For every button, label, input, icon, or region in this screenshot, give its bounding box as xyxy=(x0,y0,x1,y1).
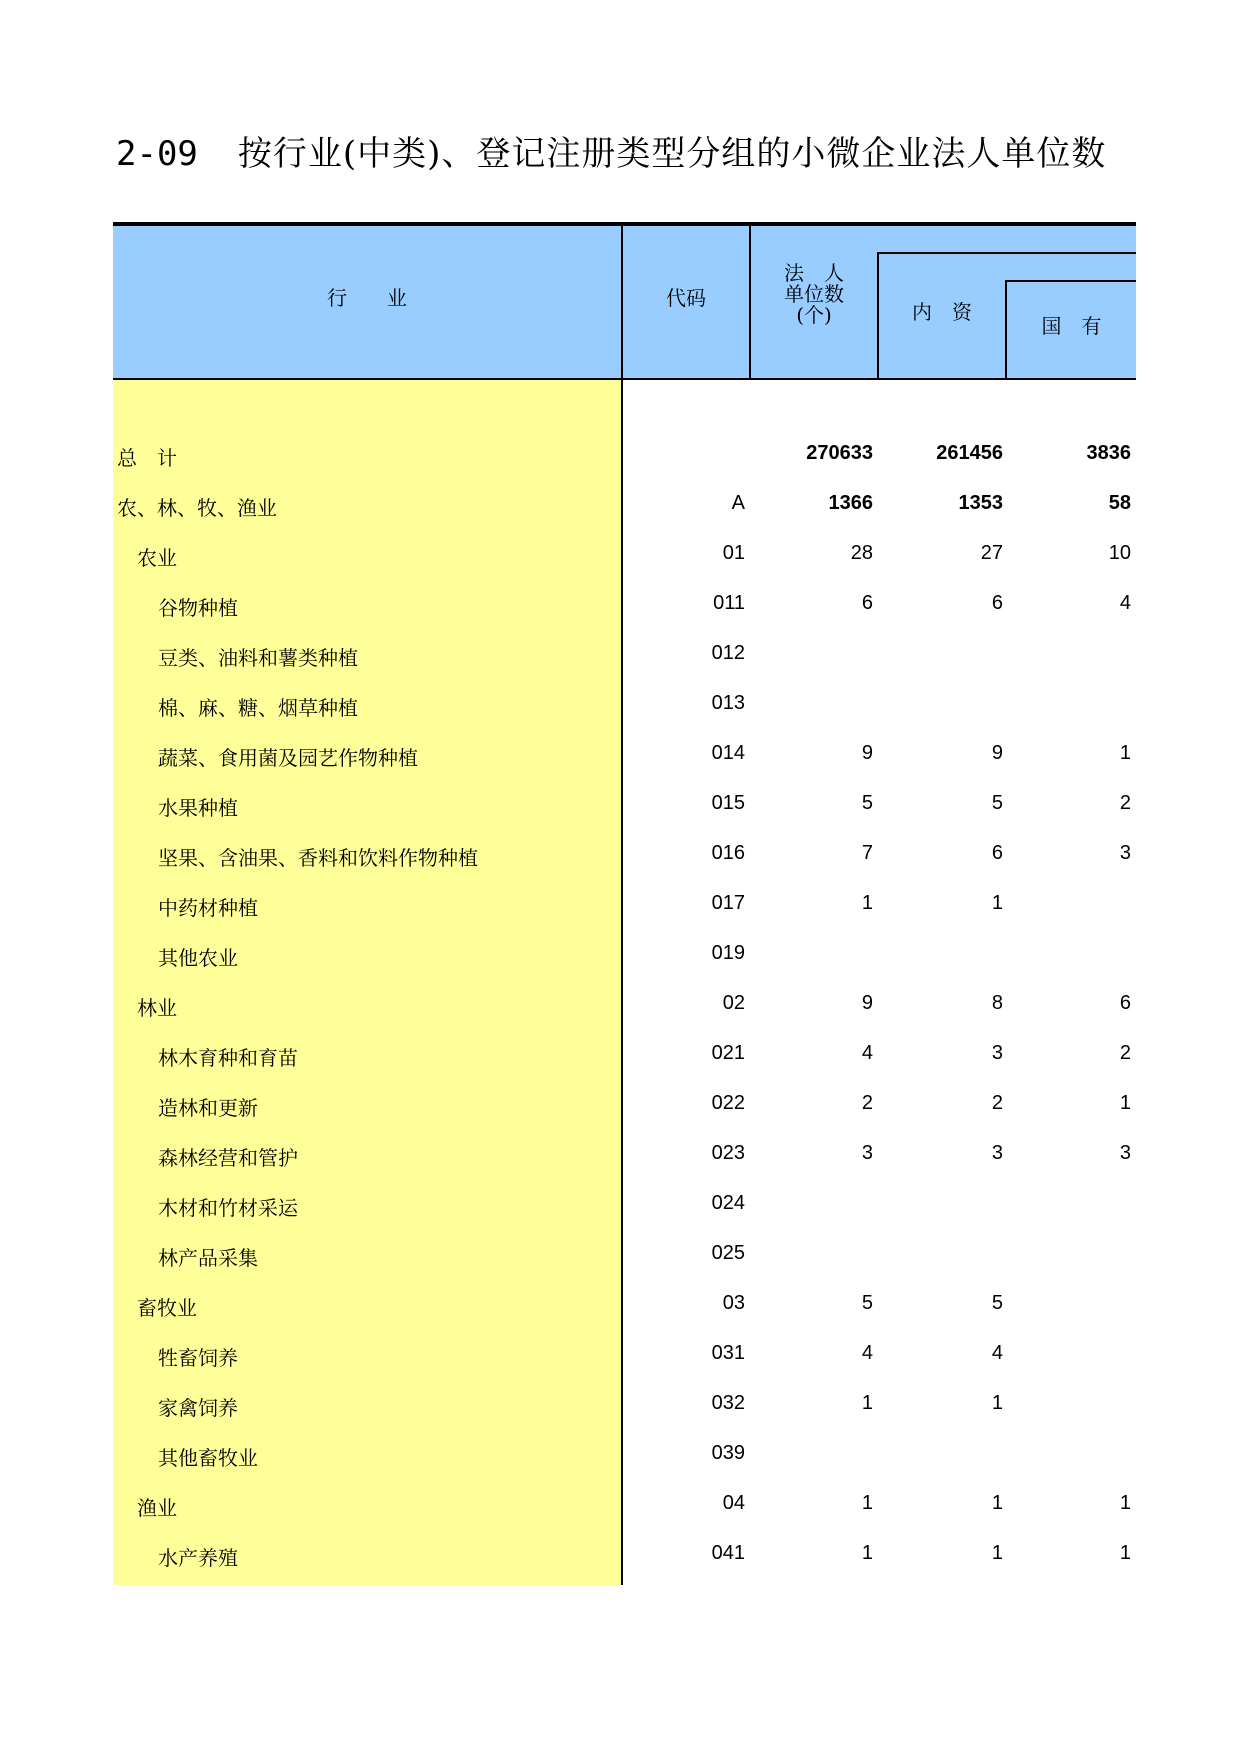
table-row xyxy=(113,530,1136,580)
row-code: 016 xyxy=(711,842,745,864)
row-state-owned: 1 xyxy=(1119,1492,1131,1514)
row-domestic: 1 xyxy=(991,1492,1003,1514)
header-divider xyxy=(749,226,751,378)
row-industry: 林产品采集 xyxy=(158,1246,258,1270)
row-industry: 水产养殖 xyxy=(158,1546,238,1570)
table-row xyxy=(113,1080,1136,1130)
row-industry: 蔬菜、食用菌及园艺作物种植 xyxy=(158,746,418,770)
row-code: 025 xyxy=(711,1242,745,1264)
row-state-owned: 3 xyxy=(1119,842,1131,864)
table-row xyxy=(113,1330,1136,1380)
row-state-owned: 10 xyxy=(1108,542,1131,564)
row-code: A xyxy=(731,492,745,514)
row-industry: 家禽饲养 xyxy=(158,1396,238,1420)
row-state-owned: 1 xyxy=(1119,1542,1131,1564)
row-domestic: 1353 xyxy=(958,492,1003,514)
row-code: 04 xyxy=(722,1492,745,1514)
row-code: 032 xyxy=(711,1392,745,1414)
table-row xyxy=(113,880,1136,930)
row-code: 022 xyxy=(711,1092,745,1114)
row-industry: 牲畜饲养 xyxy=(158,1346,238,1370)
table-header xyxy=(113,226,1136,380)
row-industry: 林木育种和育苗 xyxy=(158,1046,298,1070)
header-group-line xyxy=(1005,280,1136,282)
row-legal-units: 7 xyxy=(861,842,873,864)
table-title-text: 按行业(中类)、登记注册类型分组的小微企业法人单位数 xyxy=(237,134,1107,174)
row-industry: 森林经营和管护 xyxy=(158,1146,298,1170)
row-state-owned: 1 xyxy=(1119,1092,1131,1114)
row-domestic: 3 xyxy=(991,1042,1003,1064)
table-row xyxy=(113,630,1136,680)
table-row xyxy=(113,480,1136,530)
header-state-owned: 国 有 xyxy=(1041,314,1102,338)
row-industry: 造林和更新 xyxy=(158,1096,258,1120)
table-row xyxy=(113,430,1136,480)
row-domestic: 1 xyxy=(991,1542,1003,1564)
table-row xyxy=(113,1280,1136,1330)
row-legal-units: 9 xyxy=(861,992,873,1014)
header-code: 代码 xyxy=(666,286,706,310)
row-domestic: 27 xyxy=(980,542,1003,564)
row-state-owned: 2 xyxy=(1119,1042,1131,1064)
table-row xyxy=(113,780,1136,830)
header-divider xyxy=(621,226,623,378)
row-legal-units: 1 xyxy=(861,1542,873,1564)
table-row xyxy=(113,730,1136,780)
row-industry: 中药材种植 xyxy=(158,896,258,920)
row-code: 015 xyxy=(711,792,745,814)
row-state-owned: 6 xyxy=(1119,992,1131,1014)
row-industry: 谷物种植 xyxy=(158,596,238,620)
row-code: 017 xyxy=(711,892,745,914)
row-code: 019 xyxy=(711,942,745,964)
header-industry: 行 业 xyxy=(327,286,407,310)
table-row xyxy=(113,830,1136,880)
header-group-line xyxy=(877,252,1136,254)
row-legal-units: 5 xyxy=(861,792,873,814)
row-legal-units: 5 xyxy=(861,1292,873,1314)
table-row xyxy=(113,1530,1136,1580)
table-row xyxy=(113,1430,1136,1480)
statistics-table xyxy=(113,222,1136,1585)
row-industry: 总 计 xyxy=(117,446,177,470)
row-industry: 木材和竹材采运 xyxy=(158,1196,298,1220)
row-industry: 其他农业 xyxy=(158,946,238,970)
row-legal-units: 3 xyxy=(861,1142,873,1164)
row-domestic: 9 xyxy=(991,742,1003,764)
row-code: 031 xyxy=(711,1342,745,1364)
row-code: 01 xyxy=(722,542,745,564)
table-row xyxy=(113,1180,1136,1230)
row-code: 03 xyxy=(722,1292,745,1314)
row-code: 039 xyxy=(711,1442,745,1464)
table-row xyxy=(113,980,1136,1030)
row-legal-units: 28 xyxy=(850,542,873,564)
row-industry: 坚果、含油果、香料和饮料作物种植 xyxy=(158,846,478,870)
table-number: 2-09 xyxy=(116,134,198,174)
row-code: 014 xyxy=(711,742,745,764)
table-row xyxy=(113,680,1136,730)
row-legal-units: 6 xyxy=(861,592,873,614)
row-legal-units: 1 xyxy=(861,892,873,914)
row-state-owned: 2 xyxy=(1119,792,1131,814)
row-domestic: 6 xyxy=(991,842,1003,864)
row-domestic: 1 xyxy=(991,892,1003,914)
table-row xyxy=(113,1380,1136,1430)
table-row xyxy=(113,580,1136,630)
table-row xyxy=(113,1130,1136,1180)
row-domestic: 6 xyxy=(991,592,1003,614)
row-legal-units: 1366 xyxy=(828,492,873,514)
row-domestic: 1 xyxy=(991,1392,1003,1414)
header-legal-units: 法 人 单位数 (个) xyxy=(784,261,844,327)
row-industry: 农业 xyxy=(137,546,177,570)
table-title xyxy=(116,126,1106,175)
header-divider xyxy=(1005,280,1007,378)
row-state-owned: 3836 xyxy=(1086,442,1131,464)
row-domestic: 2 xyxy=(991,1092,1003,1114)
table-row xyxy=(113,1030,1136,1080)
row-domestic: 8 xyxy=(991,992,1003,1014)
row-domestic: 3 xyxy=(991,1142,1003,1164)
row-code: 011 xyxy=(713,592,745,614)
row-domestic: 5 xyxy=(991,792,1003,814)
row-code: 021 xyxy=(711,1042,745,1064)
row-state-owned: 3 xyxy=(1119,1142,1131,1164)
row-legal-units: 9 xyxy=(861,742,873,764)
row-industry: 渔业 xyxy=(137,1496,177,1520)
row-state-owned: 1 xyxy=(1119,742,1131,764)
header-domestic: 内 资 xyxy=(912,300,972,324)
row-industry: 豆类、油料和薯类种植 xyxy=(158,646,358,670)
row-legal-units: 270633 xyxy=(806,442,873,464)
row-legal-units: 4 xyxy=(861,1042,873,1064)
row-industry: 其他畜牧业 xyxy=(158,1446,258,1470)
table-row xyxy=(113,1230,1136,1280)
row-code: 02 xyxy=(722,992,745,1014)
row-code: 012 xyxy=(711,642,745,664)
row-state-owned: 4 xyxy=(1119,592,1131,614)
row-code: 023 xyxy=(711,1142,745,1164)
row-industry: 畜牧业 xyxy=(137,1296,197,1320)
row-domestic: 5 xyxy=(991,1292,1003,1314)
row-legal-units: 2 xyxy=(861,1092,873,1114)
row-legal-units: 1 xyxy=(861,1492,873,1514)
row-legal-units: 1 xyxy=(861,1392,873,1414)
row-code: 024 xyxy=(711,1192,745,1214)
row-state-owned: 58 xyxy=(1108,492,1131,514)
header-divider xyxy=(877,252,879,378)
row-industry: 水果种植 xyxy=(158,796,238,820)
row-domestic: 261456 xyxy=(936,442,1003,464)
table-row xyxy=(113,930,1136,980)
row-industry: 林业 xyxy=(137,996,177,1020)
row-domestic: 4 xyxy=(991,1342,1003,1364)
row-code: 041 xyxy=(711,1542,745,1564)
row-industry: 农、林、牧、渔业 xyxy=(117,496,277,520)
row-code: 013 xyxy=(711,692,745,714)
table-row xyxy=(113,1480,1136,1530)
row-legal-units: 4 xyxy=(861,1342,873,1364)
row-industry: 棉、麻、糖、烟草种植 xyxy=(158,696,358,720)
